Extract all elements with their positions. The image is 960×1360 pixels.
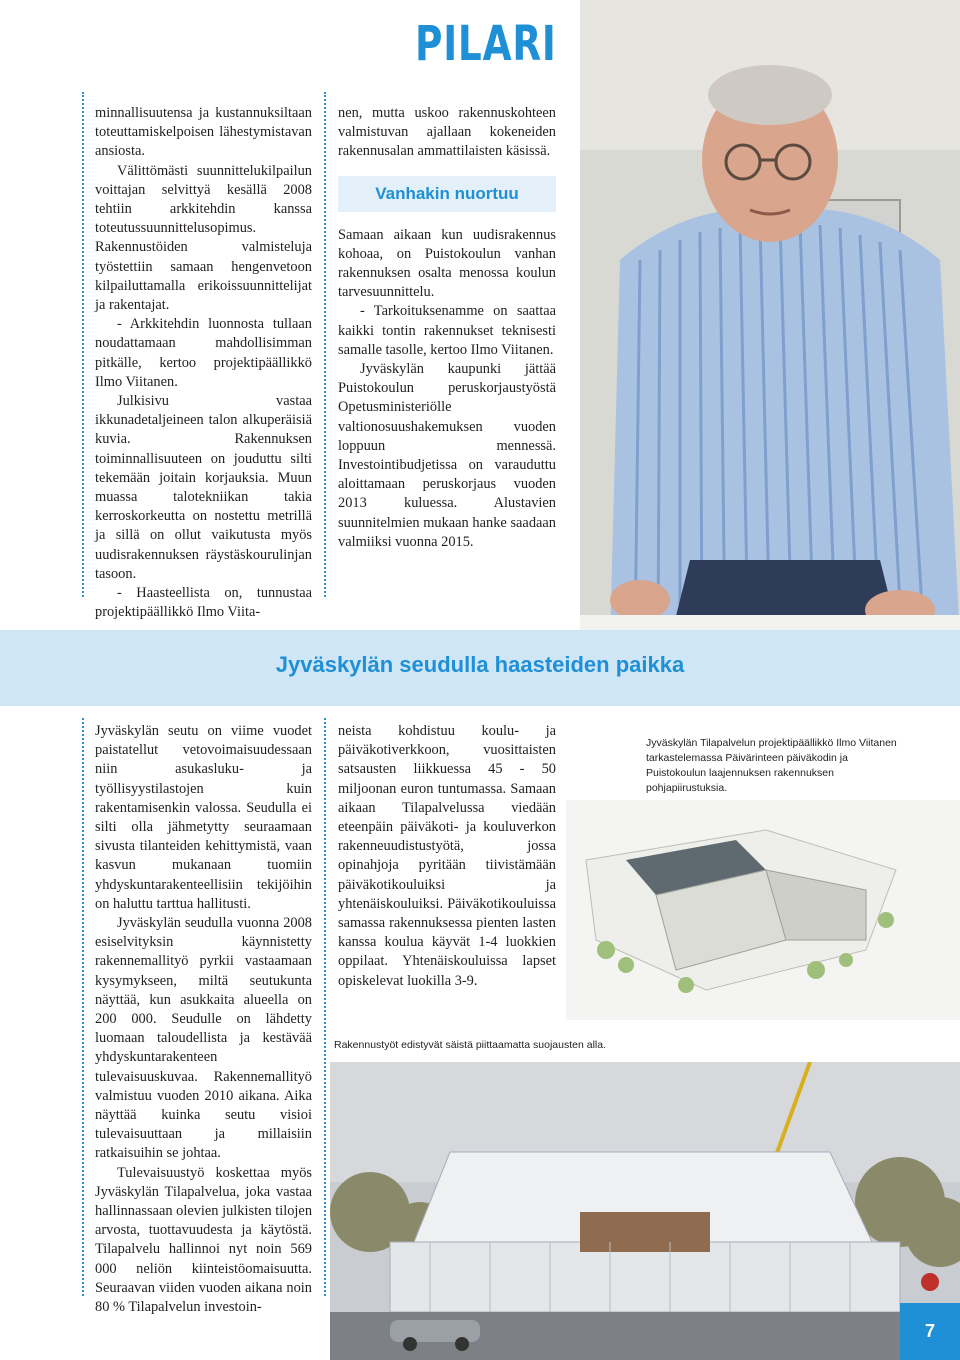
portrait-image [580, 0, 960, 640]
paragraph: Välittömästi suunnittelukilpailun voittajan selvittyä kesällä 2008 tehtiin arkkitehdin kanssa toteutussuunnittelusopimus. Rakennustöiden valmisteluja työstettiin samaan hengenvetoon kilpailuttamalla erikoissuunnittelijat ja rakentajat. [95, 162, 312, 314]
paragraph: Jyväskylän seudulla vuonna 2008 esiselvityksin käynnistetty rakennemallityö pyrkii vastaamaan kysymykseen, miltä seutukunta näyttää, kun asukkaita alueella on 200 000. Seudulle on lähdetty luomaan taloudellista ja kestävää yhdyskuntarakenteen tulevaisuuskuvaa. Rakennemallityö valmistuu vuoden 2010 aikana. Aika näyttää kuinka seutu visioi tulevaisuuttaan ja millaisiin ratkaisuihin se johtaa. [95, 915, 312, 1162]
paragraph: Tulevaisuustyö koskettaa myös Jyväskylän Tilapalvelua, joka vastaa hallinnassaan olevien julkisten tilojen arvosta, tuottavuudesta ja käytöstä. Tilapalvelu hallinnoi nyt noin 569 000 neliön kiinteistöomaisuutta. Seuraavan viiden vuoden aikana noin 80 % Tilapalvelun investoin- [95, 1164, 313, 1316]
column-divider-left [82, 92, 84, 597]
paragraph: - Arkkitehdin luonnosta tullaan noudattamaan mahdollisimman pitkälle, kertoo projektipäällikkö Ilmo Viitanen. [95, 316, 312, 390]
subheading [338, 176, 556, 212]
paragraph: minnallisuutensa ja kustannuksiltaan toteuttamiskelpoisen lähestymistavan ansiosta. [95, 105, 312, 160]
paragraph: - Haasteellista on, tunnustaa projektipäällikkö Ilmo Viita- [95, 585, 312, 621]
paragraph: Jyväskylän kaupunki jättää Puistokoulun peruskorjaustyöstä Opetusministeriölle valtionosuushakemuksen vuoden loppuun mennessä. Investointibudjetissa on varauduttu aloittamaan peruskorjaus vuoden 2013 kuluessa. Alustavien suunnitelmien mukaan hanke saadaan valmiiksi vuonna 2015. [338, 361, 556, 550]
subheading-text: Vanhakin nuortuu [375, 183, 519, 203]
paragraph: Samaan aikaan kun uudisrakennus kohoaa, on Puistokoulun vanhan rakennuksen osalta menossa koulun tarvesuunnittelu. [338, 226, 556, 301]
top-middle-column [338, 104, 556, 552]
top-left-column [95, 104, 312, 622]
construction-photo [330, 1062, 960, 1360]
bottom-middle-column [338, 722, 556, 991]
construction-caption: Rakennustyöt edistyvät säistä piittaamatta suojausten alla. [334, 1039, 606, 1051]
column-divider-middle [324, 92, 326, 597]
paragraph: nen, mutta uskoo rakennuskohteen valmistuvan ajallaan kokeneiden rakennusalan ammattilaisten käsissä. [338, 105, 556, 160]
construction-image [330, 1062, 960, 1360]
plan-drawing [566, 800, 960, 1020]
portrait-caption: Jyväskylän Tilapalvelun projektipäällikkö Ilmo Viitanen tarkastelemassa Päivärinteen päiväkodin ja Puistokoulun laajennuksen rakennuksen pohjapiirustuksia. [646, 737, 897, 794]
portrait-photo [580, 0, 960, 640]
column-divider-bottom-left [82, 718, 84, 1296]
page-number [900, 1303, 960, 1360]
paragraph: neista kohdistuu koulu- ja päiväkotiverkkoon, vuosittaisten satsausten liikkuessa 45 - 50 miljoonan euron tuntumassa. Samaan aikaan Tilapalvelussa viedään eteenpäin päiväkoti- ja kouluverkon rakenneuudistustyötä, jossa opinahjoja pyritään tiivistämään päiväkotikouluiksi ja yhtenäiskouluiksi. Päiväkotikouluissa samassa rakennuksessa pienten lasten kanssa koulua käyvät 1-4 luokkien oppilaat. Yhtenäiskouluissa lapset opiskelevat luokilla 3-9. [338, 723, 556, 989]
page-number-text: 7 [924, 1321, 935, 1341]
paragraph: Julkisivu vastaa ikkunadetaljeineen talon alkuperäisiä kuvia. Rakennuksen toiminnallisuuteen on jouduttu silti tekemään joitain korjauksia. Muun muassa talotekniikan takia kerroskorkeutta on nostettu metrillä ja sillä on ollut vaikutusta myös uudisrakennuksen räystäskourulinjan tasoon. [95, 393, 312, 582]
column-divider-bottom-middle [324, 718, 326, 1296]
magazine-title: PILARI [415, 16, 557, 72]
paragraph: - Tarkoituksenamme on saattaa kaikki tontin rakennukset teknisesti samalle tasolle, kertoo Ilmo Viitanen. [338, 303, 556, 358]
architectural-plan-image [566, 800, 960, 1020]
paragraph: Jyväskylän seutu on viime vuodet paistatellut vetovoimaisuudessaan niin asukasluku- ja työllisyystilastojen kuin rakentamisenkin valossa. Seudulla ei silti olla jähmetytty seuraamaan sivusta tilanteiden kehittymistä, vaan kasvun mukanaan tuomiin yhdyskuntarakenteellisiin tekijöihin on haluttu tarttua hallitusti. [95, 723, 312, 912]
bottom-left-column [95, 722, 312, 1317]
section-title: Jyväskylän seudulla haasteiden paikka [275, 652, 685, 677]
